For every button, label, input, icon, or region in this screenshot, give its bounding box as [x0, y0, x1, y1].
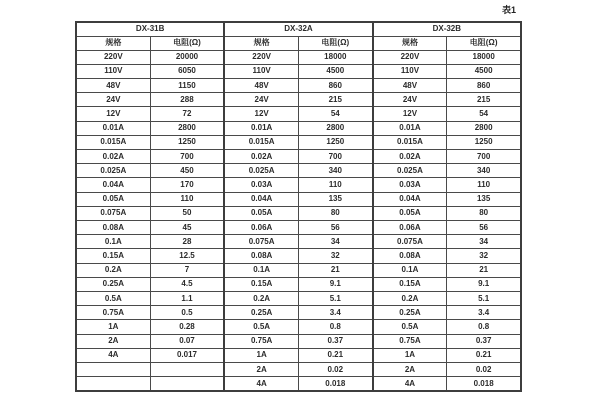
resistance-cell: 7	[150, 263, 224, 277]
resistance-cell: 0.018	[447, 377, 521, 391]
spec-cell: 0.15A	[373, 277, 447, 291]
resistance-cell: 54	[447, 107, 521, 121]
spec-cell: 220V	[373, 50, 447, 64]
spec-cell	[76, 362, 150, 376]
spec-cell: 0.1A	[373, 263, 447, 277]
spec-cell: 0.015A	[373, 135, 447, 149]
spec-cell: 0.075A	[373, 235, 447, 249]
resistance-cell: 72	[150, 107, 224, 121]
resistance-cell: 215	[298, 93, 372, 107]
spec-cell: 0.1A	[224, 263, 298, 277]
resistance-cell: 18000	[447, 50, 521, 64]
group-header-row	[76, 22, 521, 36]
spec-cell: 0.05A	[373, 206, 447, 220]
resistance-column-header-dx32b: 电阻(Ω)	[447, 36, 521, 50]
resistance-column-header-dx32a: 电阻(Ω)	[298, 36, 372, 50]
spec-cell	[76, 377, 150, 391]
table-row	[76, 164, 521, 178]
resistance-cell: 54	[298, 107, 372, 121]
table-row	[76, 220, 521, 234]
resistance-cell: 0.21	[447, 348, 521, 362]
spec-cell: 0.04A	[76, 178, 150, 192]
resistance-cell: 1150	[150, 78, 224, 92]
resistance-cell: 170	[150, 178, 224, 192]
table-row	[76, 362, 521, 376]
table-row	[76, 249, 521, 263]
resistance-cell: 18000	[298, 50, 372, 64]
resistance-cell: 2800	[150, 121, 224, 135]
resistance-cell: 700	[298, 149, 372, 163]
resistance-cell: 3.4	[298, 306, 372, 320]
table-row	[76, 334, 521, 348]
spec-cell: 0.75A	[76, 306, 150, 320]
spec-cell: 0.03A	[224, 178, 298, 192]
spec-cell: 12V	[224, 107, 298, 121]
table-row	[76, 178, 521, 192]
resistance-cell: 860	[447, 78, 521, 92]
resistance-cell: 34	[298, 235, 372, 249]
table-row	[76, 306, 521, 320]
spec-cell: 24V	[224, 93, 298, 107]
table-body	[76, 50, 521, 391]
resistance-cell: 110	[447, 178, 521, 192]
table-row	[76, 235, 521, 249]
resistance-spec-table	[75, 21, 522, 392]
spec-cell: 0.02A	[373, 149, 447, 163]
spec-cell: 0.05A	[224, 206, 298, 220]
resistance-cell: 215	[447, 93, 521, 107]
resistance-cell: 0.02	[447, 362, 521, 376]
resistance-cell: 4500	[447, 64, 521, 78]
spec-cell: 0.04A	[224, 192, 298, 206]
spec-cell: 4A	[224, 377, 298, 391]
spec-cell: 0.5A	[224, 320, 298, 334]
spec-cell: 0.025A	[224, 164, 298, 178]
table-row	[76, 135, 521, 149]
resistance-cell: 3.4	[447, 306, 521, 320]
table-row	[76, 121, 521, 135]
resistance-cell: 110	[150, 192, 224, 206]
spec-cell: 0.5A	[76, 291, 150, 305]
table-row	[76, 149, 521, 163]
table-row	[76, 291, 521, 305]
spec-cell: 0.01A	[76, 121, 150, 135]
table-row	[76, 50, 521, 64]
resistance-cell: 0.07	[150, 334, 224, 348]
table-row	[76, 206, 521, 220]
group-header-dx32a: DX-32A	[224, 22, 372, 36]
spec-cell: 0.15A	[76, 249, 150, 263]
spec-cell: 24V	[76, 93, 150, 107]
spec-cell: 220V	[76, 50, 150, 64]
table-row	[76, 107, 521, 121]
spec-column-header-dx32b: 规格	[373, 36, 447, 50]
resistance-cell: 56	[447, 220, 521, 234]
resistance-cell: 1250	[150, 135, 224, 149]
spec-cell: 0.01A	[224, 121, 298, 135]
table-row	[76, 192, 521, 206]
table-head	[76, 22, 521, 50]
resistance-cell: 0.8	[447, 320, 521, 334]
spec-cell: 12V	[76, 107, 150, 121]
resistance-cell: 135	[447, 192, 521, 206]
resistance-cell: 50	[150, 206, 224, 220]
table-row	[76, 263, 521, 277]
resistance-cell	[150, 362, 224, 376]
resistance-cell: 34	[447, 235, 521, 249]
spec-cell: 4A	[373, 377, 447, 391]
resistance-cell: 700	[150, 149, 224, 163]
spec-cell: 0.1A	[76, 235, 150, 249]
resistance-cell: 12.5	[150, 249, 224, 263]
spec-cell: 24V	[373, 93, 447, 107]
table-row	[76, 320, 521, 334]
spec-cell: 110V	[224, 64, 298, 78]
resistance-cell: 1250	[447, 135, 521, 149]
spec-cell: 0.075A	[76, 206, 150, 220]
resistance-cell: 0.8	[298, 320, 372, 334]
resistance-cell: 21	[298, 263, 372, 277]
spec-column-header-dx31b: 规格	[76, 36, 150, 50]
spec-cell: 0.25A	[76, 277, 150, 291]
resistance-cell: 32	[298, 249, 372, 263]
spec-cell: 0.75A	[224, 334, 298, 348]
spec-cell: 0.15A	[224, 277, 298, 291]
spec-cell: 0.06A	[373, 220, 447, 234]
column-header-row	[76, 36, 521, 50]
resistance-cell: 135	[298, 192, 372, 206]
resistance-cell: 28	[150, 235, 224, 249]
spec-cell: 2A	[76, 334, 150, 348]
resistance-cell: 0.37	[447, 334, 521, 348]
spec-cell: 12V	[373, 107, 447, 121]
table-row	[76, 277, 521, 291]
spec-cell: 1A	[373, 348, 447, 362]
resistance-cell: 80	[447, 206, 521, 220]
resistance-cell: 9.1	[298, 277, 372, 291]
resistance-cell: 6050	[150, 64, 224, 78]
spec-column-header-dx32a: 规格	[224, 36, 298, 50]
resistance-cell: 1.1	[150, 291, 224, 305]
resistance-cell: 0.21	[298, 348, 372, 362]
resistance-cell: 340	[447, 164, 521, 178]
spec-cell: 0.01A	[373, 121, 447, 135]
spec-cell: 2A	[373, 362, 447, 376]
table-row	[76, 377, 521, 391]
resistance-cell: 1250	[298, 135, 372, 149]
resistance-cell	[150, 377, 224, 391]
resistance-cell: 56	[298, 220, 372, 234]
resistance-cell: 288	[150, 93, 224, 107]
resistance-cell: 0.5	[150, 306, 224, 320]
resistance-cell: 0.017	[150, 348, 224, 362]
spec-cell: 0.03A	[373, 178, 447, 192]
spec-cell: 0.04A	[373, 192, 447, 206]
resistance-cell: 2800	[447, 121, 521, 135]
spec-cell: 0.2A	[76, 263, 150, 277]
resistance-cell: 700	[447, 149, 521, 163]
spec-cell: 110V	[373, 64, 447, 78]
spec-cell: 48V	[373, 78, 447, 92]
resistance-cell: 20000	[150, 50, 224, 64]
resistance-cell: 45	[150, 220, 224, 234]
resistance-cell: 5.1	[447, 291, 521, 305]
spec-cell: 1A	[224, 348, 298, 362]
resistance-cell: 80	[298, 206, 372, 220]
spec-cell: 0.25A	[224, 306, 298, 320]
resistance-cell: 0.018	[298, 377, 372, 391]
spec-cell: 0.075A	[224, 235, 298, 249]
resistance-cell: 0.28	[150, 320, 224, 334]
resistance-cell: 0.02	[298, 362, 372, 376]
spec-cell: 220V	[224, 50, 298, 64]
resistance-column-header-dx31b: 电阻(Ω)	[150, 36, 224, 50]
resistance-cell: 32	[447, 249, 521, 263]
group-header-dx31b: DX-31B	[76, 22, 224, 36]
resistance-cell: 860	[298, 78, 372, 92]
table-caption: 表1	[501, 5, 516, 15]
spec-cell: 0.015A	[76, 135, 150, 149]
spec-cell: 0.08A	[224, 249, 298, 263]
spec-cell: 0.25A	[373, 306, 447, 320]
spec-cell: 110V	[76, 64, 150, 78]
spec-cell: 0.08A	[76, 220, 150, 234]
resistance-cell: 340	[298, 164, 372, 178]
spec-cell: 4A	[76, 348, 150, 362]
spec-cell: 48V	[224, 78, 298, 92]
spec-cell: 0.025A	[373, 164, 447, 178]
spec-cell: 2A	[224, 362, 298, 376]
resistance-cell: 2800	[298, 121, 372, 135]
spec-cell: 0.06A	[224, 220, 298, 234]
resistance-cell: 110	[298, 178, 372, 192]
spec-cell: 0.02A	[224, 149, 298, 163]
table-row	[76, 348, 521, 362]
table-row	[76, 93, 521, 107]
spec-cell: 0.08A	[373, 249, 447, 263]
spec-cell: 0.015A	[224, 135, 298, 149]
spec-cell: 1A	[76, 320, 150, 334]
spec-cell: 0.5A	[373, 320, 447, 334]
resistance-cell: 450	[150, 164, 224, 178]
resistance-cell: 9.1	[447, 277, 521, 291]
resistance-cell: 0.37	[298, 334, 372, 348]
spec-cell: 0.05A	[76, 192, 150, 206]
table-row	[76, 64, 521, 78]
spec-cell: 48V	[76, 78, 150, 92]
spec-cell: 0.2A	[224, 291, 298, 305]
resistance-cell: 4500	[298, 64, 372, 78]
resistance-cell: 4.5	[150, 277, 224, 291]
group-header-dx32b: DX-32B	[373, 22, 521, 36]
resistance-cell: 21	[447, 263, 521, 277]
table-row	[76, 78, 521, 92]
spec-cell: 0.75A	[373, 334, 447, 348]
resistance-cell: 5.1	[298, 291, 372, 305]
spec-cell: 0.025A	[76, 164, 150, 178]
spec-cell: 0.2A	[373, 291, 447, 305]
spec-cell: 0.02A	[76, 149, 150, 163]
